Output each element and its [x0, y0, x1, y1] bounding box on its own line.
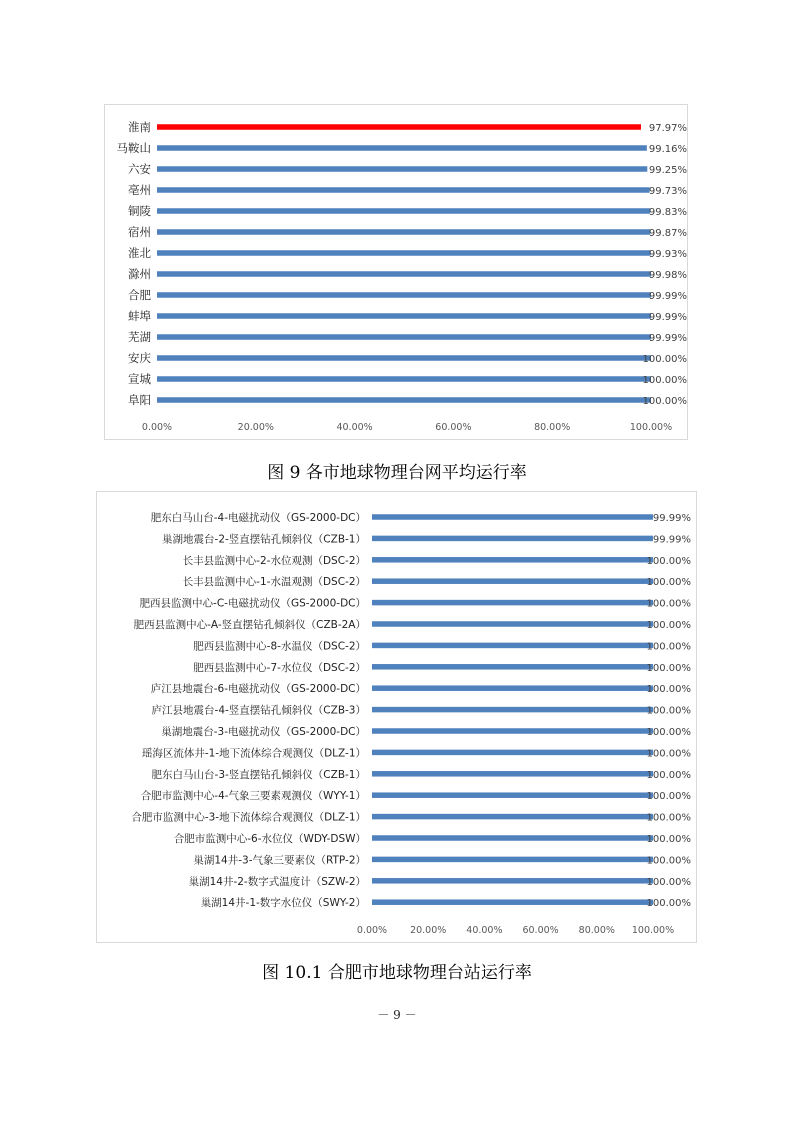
chart-1-data-label: 99.99% — [648, 291, 687, 302]
chart-1-bar — [157, 124, 641, 130]
chart-2-category-label: 合肥市监测中心-3-地下流体综合观测仪（DLZ-1） — [131, 811, 366, 824]
chart-1-data-label: 100.00% — [642, 354, 687, 365]
chart-2-x-tick-label: 60.00% — [522, 925, 559, 936]
chart-2-bar — [372, 728, 653, 734]
chart-1-data-label: 99.99% — [648, 333, 687, 344]
chart-1-bar — [157, 208, 650, 214]
chart-2-category-label: 巢湖14井-1-数字水位仪（SWY-2） — [200, 897, 366, 910]
chart-2-data-label: 100.00% — [646, 705, 691, 717]
chart-2-category-label: 肥西县监测中心-8-水温仪（DSC-2） — [193, 640, 366, 653]
chart-1-category-label: 亳州 — [128, 183, 151, 197]
chart-2-data-label: 100.00% — [646, 898, 691, 910]
chart-2-category-label: 巢湖地震台-3-电磁扰动仪（GS-2000-DC） — [161, 726, 366, 738]
chart-2-data-label: 100.00% — [646, 662, 691, 674]
chart-2-category-label: 肥西县监测中心-A-竖直摆钻孔倾斜仪（CZB-2A） — [133, 619, 366, 631]
chart-2-data-label: 100.00% — [646, 641, 691, 653]
chart-1-data-label: 99.99% — [648, 312, 687, 323]
chart-1-bar — [157, 271, 651, 277]
chart-2-category-label: 肥东白马山台-4-电磁扰动仪（GS-2000-DC） — [150, 512, 366, 524]
chart-2-category-label: 长丰县监测中心-2-水位观测（DSC-2） — [182, 554, 366, 567]
chart-2-bar — [372, 857, 653, 863]
chart-1-bar — [157, 313, 651, 319]
chart-2-category-label: 巢湖14井-2-数字式温度计（SZW-2） — [188, 875, 366, 888]
chart-1-data-label: 99.25% — [648, 165, 687, 176]
chart-1-svg — [105, 105, 689, 441]
chart-2-bar — [372, 835, 653, 841]
chart-2-x-tick-label: 40.00% — [466, 925, 503, 936]
chart-2-x-tick-label: 80.00% — [578, 925, 615, 936]
chart-1-bar — [157, 397, 651, 403]
chart-2-data-label: 99.99% — [652, 513, 691, 524]
chart-1-bar — [157, 376, 651, 382]
chart-1-bar — [157, 145, 647, 151]
chart-2-bar — [372, 643, 653, 649]
chart-1-data-label: 99.87% — [648, 228, 687, 239]
chart-1-data-label: 99.16% — [648, 144, 687, 155]
chart-2-bar — [372, 899, 653, 905]
chart-2-data-label: 100.00% — [646, 577, 691, 589]
chart-2-category-label: 瑶海区流体井-1-地下流体综合观测仪（DLZ-1） — [141, 747, 366, 760]
chart-2-bar — [372, 536, 653, 542]
chart-1-bar — [157, 250, 651, 256]
chart-1-data-label: 99.73% — [648, 186, 687, 197]
chart-2-category-label: 合肥市监测中心-4-气象三要素观测仪（WYY-1） — [140, 790, 366, 803]
chart-2-category-label: 巢湖地震台-2-竖直摆钻孔倾斜仪（CZB-1） — [162, 533, 366, 546]
chart-1-x-tick-label: 0.00% — [141, 422, 173, 433]
chart-1-bar — [157, 187, 650, 193]
chart-1-category-label: 蚌埠 — [128, 309, 151, 323]
chart-2-caption: 图 10.1 合肥市地球物理台站运行率 — [262, 963, 532, 983]
chart-2-data-label: 99.99% — [652, 534, 691, 546]
chart-1-x-tick-label: 100.00% — [629, 422, 673, 433]
chart-2-category-label: 长丰县监测中心-1-水温观测（DSC-2） — [182, 576, 366, 589]
chart-1-bar — [157, 166, 647, 172]
chart-2-data-label: 100.00% — [646, 769, 691, 781]
chart-2-x-tick-label: 0.00% — [356, 925, 388, 936]
chart-1-category-label: 六安 — [128, 162, 151, 176]
chart-2-category-label: 庐江县地震台-6-电磁扰动仪（GS-2000-DC） — [150, 683, 366, 696]
chart-2-svg — [97, 492, 698, 944]
chart-1-data-label: 99.98% — [648, 270, 687, 281]
chart-2-data-label: 100.00% — [646, 855, 691, 867]
chart-1-category-label: 马鞍山 — [116, 141, 151, 155]
chart-1-data-label: 99.83% — [648, 207, 687, 218]
chart-1-category-label: 安庆 — [128, 351, 151, 365]
chart-1-bar — [157, 334, 651, 340]
chart-1-category-label: 滁州 — [128, 267, 151, 281]
chart-1-data-label: 99.93% — [648, 249, 687, 260]
chart-2-category-label: 庐江县地震台-4-竖直摆钻孔倾斜仪（CZB-3） — [151, 704, 366, 717]
chart-2-data-label: 100.00% — [646, 684, 691, 696]
chart-2-data-label: 100.00% — [646, 620, 691, 631]
chart-1-bar — [157, 355, 651, 361]
chart-2-bar — [372, 685, 653, 691]
chart-2-x-tick-label: 20.00% — [410, 925, 447, 936]
chart-2-category-label: 肥西县监测中心-7-水位仪（DSC-2） — [193, 661, 366, 674]
chart-1-frame — [104, 104, 688, 440]
chart-1-category-label: 铜陵 — [128, 204, 151, 218]
chart-2-category-label: 肥东白马山台-3-竖直摆钻孔倾斜仪（CZB-1） — [151, 768, 366, 781]
chart-2-data-label: 100.00% — [646, 834, 691, 845]
chart-2-frame — [96, 491, 697, 943]
page-number: － 9 － — [377, 1008, 417, 1022]
chart-2-bar — [372, 514, 653, 520]
chart-2-bar — [372, 578, 653, 584]
chart-2-data-label: 100.00% — [646, 727, 691, 738]
chart-1-data-label: 97.97% — [648, 123, 687, 134]
chart-1-category-label: 淮南 — [128, 120, 151, 134]
chart-1-x-tick-label: 80.00% — [534, 422, 571, 433]
chart-1-x-tick-label: 20.00% — [237, 422, 274, 433]
chart-1-category-label: 宣城 — [128, 372, 151, 386]
chart-1-category-label: 淮北 — [128, 246, 151, 260]
chart-1-category-label: 阜阳 — [128, 393, 151, 407]
chart-2-bar — [372, 621, 653, 627]
chart-1-x-tick-label: 60.00% — [435, 422, 472, 433]
chart-2-bar — [372, 750, 653, 756]
chart-1-data-label: 100.00% — [642, 375, 687, 386]
chart-2-bar — [372, 771, 653, 777]
chart-2-category-label: 肥西县监测中心-C-电磁扰动仪（GS-2000-DC） — [139, 597, 366, 610]
chart-2-bar — [372, 707, 653, 713]
chart-2-bar — [372, 600, 653, 606]
chart-2-data-label: 100.00% — [646, 598, 691, 610]
chart-1-category-label: 芜湖 — [128, 330, 151, 344]
chart-1-x-tick-label: 40.00% — [336, 422, 373, 433]
chart-2-data-label: 100.00% — [646, 791, 691, 803]
chart-1-category-label: 宿州 — [128, 225, 151, 239]
chart-2-data-label: 100.00% — [646, 748, 691, 760]
chart-2-bar — [372, 814, 653, 820]
chart-1-bar — [157, 292, 651, 298]
chart-2-bar — [372, 792, 653, 798]
chart-1-caption: 图 9 各市地球物理台网平均运行率 — [267, 463, 527, 483]
chart-2-category-label: 合肥市监测中心-6-水位仪（WDY-DSW） — [173, 833, 366, 845]
chart-2-x-tick-label: 100.00% — [631, 925, 675, 936]
chart-1-data-label: 100.00% — [642, 396, 687, 407]
chart-2-category-label: 巢湖14井-3-气象三要素仪（RTP-2） — [193, 854, 366, 867]
chart-2-data-label: 100.00% — [646, 876, 691, 888]
chart-2-bar — [372, 557, 653, 563]
chart-2-data-label: 100.00% — [646, 812, 691, 824]
chart-2-bar — [372, 664, 653, 670]
chart-2-bar — [372, 878, 653, 884]
chart-1-bar — [157, 229, 650, 235]
chart-1-category-label: 合肥 — [128, 288, 151, 302]
chart-2-data-label: 100.00% — [646, 555, 691, 567]
